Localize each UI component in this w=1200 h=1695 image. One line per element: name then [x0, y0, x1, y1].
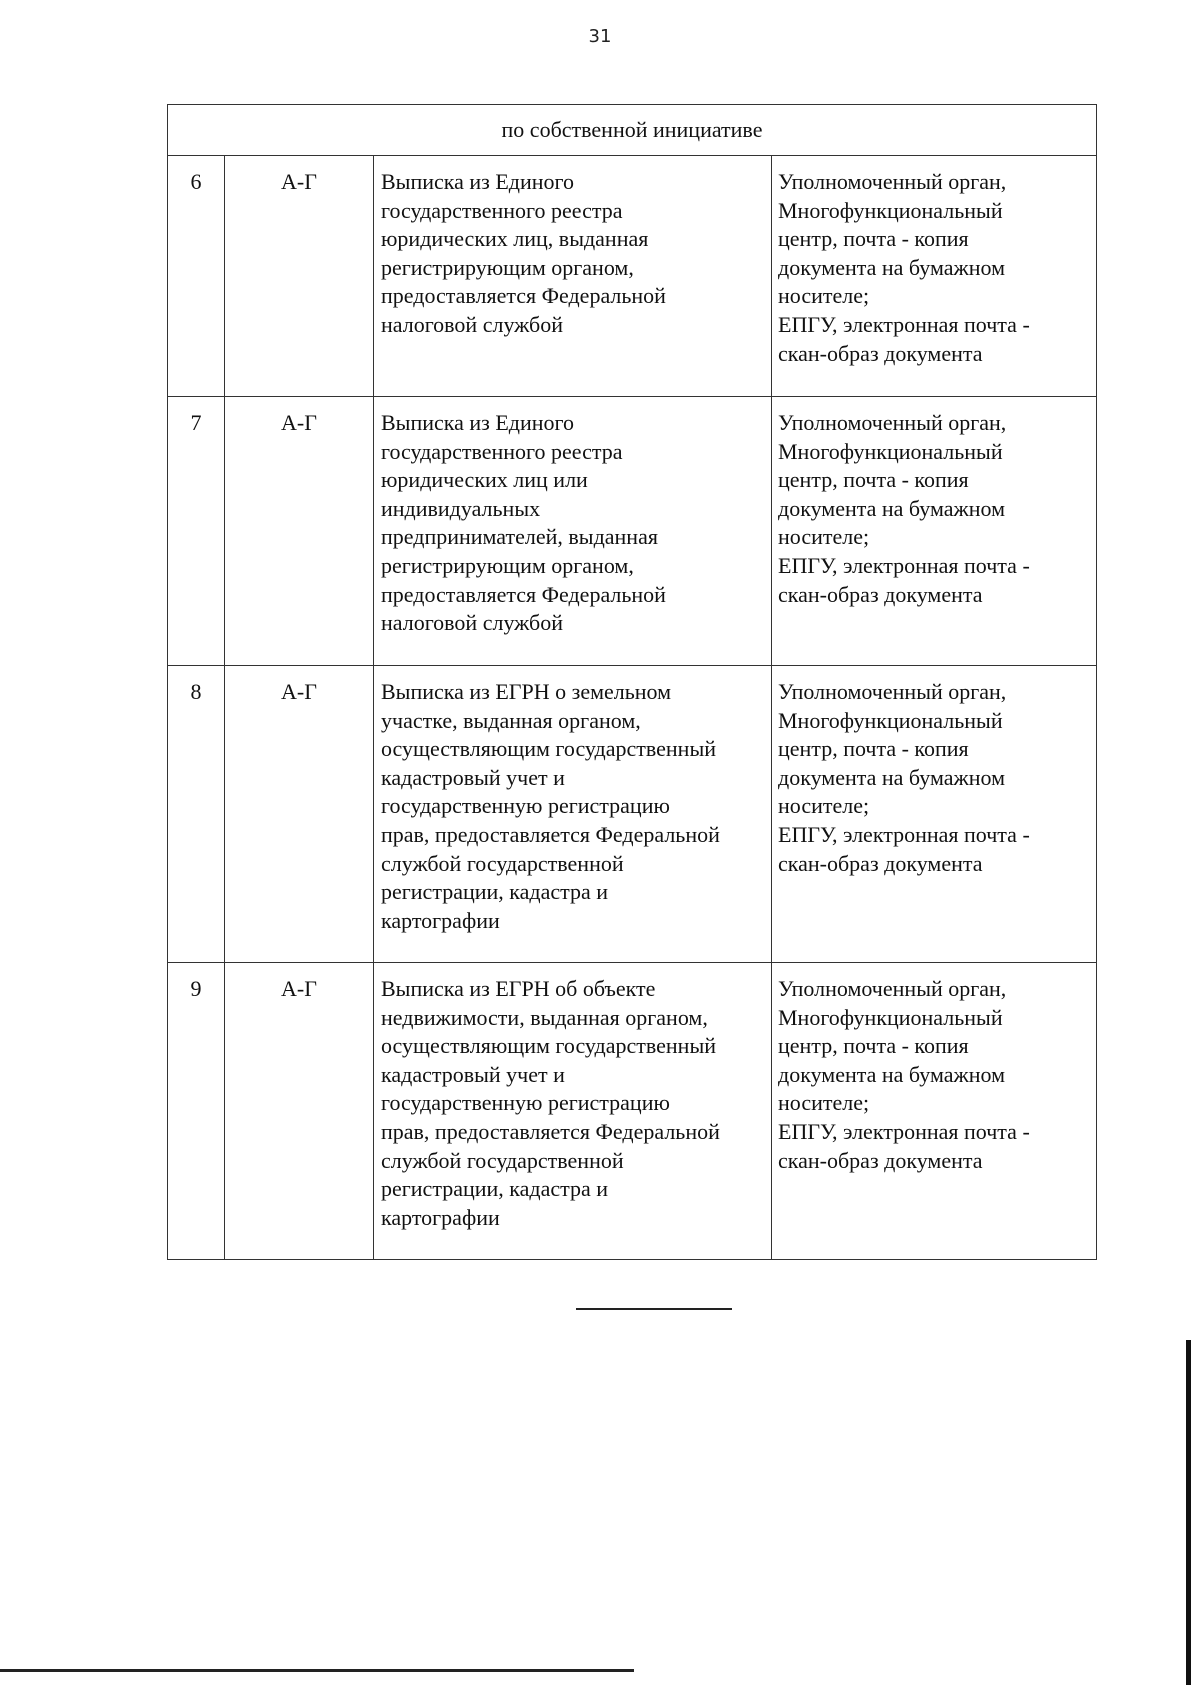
- provider-line: ЕПГУ, электронная почта -: [778, 1118, 1030, 1144]
- document-line: Выписка из ЕГРН об объекте: [381, 976, 656, 1001]
- document-line: регистрации, кадастра и: [381, 879, 609, 905]
- provider-description: [772, 397, 1097, 666]
- provider-description: [772, 963, 1097, 1260]
- provider-line: Многофункциональный: [778, 197, 1003, 223]
- provider-line: носителе;: [778, 524, 870, 550]
- provider-line: скан-образ документа: [778, 1147, 983, 1173]
- document-line: государственную регистрацию: [381, 1090, 670, 1116]
- provider-line: Уполномоченный орган,: [778, 169, 1007, 194]
- document-line: налоговой службой: [381, 311, 564, 337]
- row-code: А-Г: [225, 397, 374, 666]
- provider-line: носителе;: [778, 793, 870, 819]
- provider-line: документа на бумажном: [778, 764, 1006, 790]
- document-line: индивидуальных: [381, 495, 541, 521]
- row-number: 6: [168, 156, 225, 397]
- row-number: 7: [168, 397, 225, 666]
- row-code: А-Г: [225, 963, 374, 1260]
- provider-line: центр, почта - копия: [778, 736, 969, 762]
- table-row: [168, 963, 1097, 1260]
- document-line: налоговой службой: [381, 610, 564, 636]
- row-code: А-Г: [225, 156, 374, 397]
- document-line: регистрации, кадастра и: [381, 1176, 609, 1202]
- document-line: недвижимости, выданная органом,: [381, 1004, 708, 1030]
- provider-line: скан-образ документа: [778, 340, 983, 366]
- document-line: службой государственной: [381, 1147, 624, 1173]
- document-line: юридических лиц или: [381, 467, 588, 493]
- document-line: кадастровый учет и: [381, 1061, 565, 1087]
- document-description: [374, 666, 772, 963]
- document-description: [374, 963, 772, 1260]
- document-line: государственного реестра: [381, 197, 623, 223]
- provider-line: центр, почта - копия: [778, 226, 969, 252]
- document-line: государственного реестра: [381, 438, 623, 464]
- provider-line: Уполномоченный орган,: [778, 976, 1007, 1001]
- document-line: осуществляющим государственный: [381, 736, 716, 762]
- table-row: [168, 666, 1097, 963]
- provider-line: носителе;: [778, 283, 870, 309]
- provider-line: скан-образ документа: [778, 850, 983, 876]
- provider-line: центр, почта - копия: [778, 1033, 969, 1059]
- provider-line: носителе;: [778, 1090, 870, 1116]
- document-line: Выписка из ЕГРН о земельном: [381, 679, 672, 704]
- provider-line: скан-образ документа: [778, 581, 983, 607]
- provider-line: документа на бумажном: [778, 495, 1006, 521]
- document-line: участке, выданная органом,: [381, 707, 641, 733]
- provider-line: ЕПГУ, электронная почта -: [778, 552, 1030, 578]
- page-number: 31: [588, 26, 612, 47]
- provider-line: документа на бумажном: [778, 1061, 1006, 1087]
- table-row: [168, 397, 1097, 666]
- row-code: А-Г: [225, 666, 374, 963]
- document-line: картографии: [381, 907, 500, 933]
- document-line: государственную регистрацию: [381, 793, 670, 819]
- closing-divider: [576, 1308, 732, 1310]
- provider-line: документа на бумажном: [778, 254, 1006, 280]
- row-number: 8: [168, 666, 225, 963]
- document-line: предпринимателей, выданная: [381, 524, 658, 550]
- provider-line: Уполномоченный орган,: [778, 679, 1007, 704]
- document-line: картографии: [381, 1204, 500, 1230]
- section-title: по собственной инициативе: [168, 105, 1097, 156]
- document-line: регистрирующим органом,: [381, 254, 634, 280]
- document-line: юридических лиц, выданная: [381, 226, 649, 252]
- document-line: предоставляется Федеральной: [381, 581, 666, 607]
- document-line: регистрирующим органом,: [381, 552, 634, 578]
- section-header-row: [168, 105, 1097, 156]
- document-line: Выписка из Единого: [381, 410, 575, 435]
- row-number: 9: [168, 963, 225, 1260]
- provider-description: [772, 666, 1097, 963]
- provider-line: ЕПГУ, электронная почта -: [778, 821, 1030, 847]
- documents-table: [167, 104, 1097, 1260]
- provider-line: центр, почта - копия: [778, 467, 969, 493]
- provider-description: [772, 156, 1097, 397]
- document-line: службой государственной: [381, 850, 624, 876]
- provider-line: ЕПГУ, электронная почта -: [778, 311, 1030, 337]
- document-line: предоставляется Федеральной: [381, 283, 666, 309]
- footer-divider: [0, 1669, 634, 1672]
- document-line: осуществляющим государственный: [381, 1033, 716, 1059]
- table-row: [168, 156, 1097, 397]
- provider-line: Многофункциональный: [778, 1004, 1003, 1030]
- provider-line: Многофункциональный: [778, 438, 1003, 464]
- provider-line: Многофункциональный: [778, 707, 1003, 733]
- provider-line: Уполномоченный орган,: [778, 410, 1007, 435]
- scan-edge-mark: [1186, 1340, 1191, 1685]
- document-description: [374, 397, 772, 666]
- document-line: прав, предоставляется Федеральной: [381, 821, 720, 847]
- document-description: [374, 156, 772, 397]
- document-line: кадастровый учет и: [381, 764, 565, 790]
- document-line: Выписка из Единого: [381, 169, 575, 194]
- document-line: прав, предоставляется Федеральной: [381, 1118, 720, 1144]
